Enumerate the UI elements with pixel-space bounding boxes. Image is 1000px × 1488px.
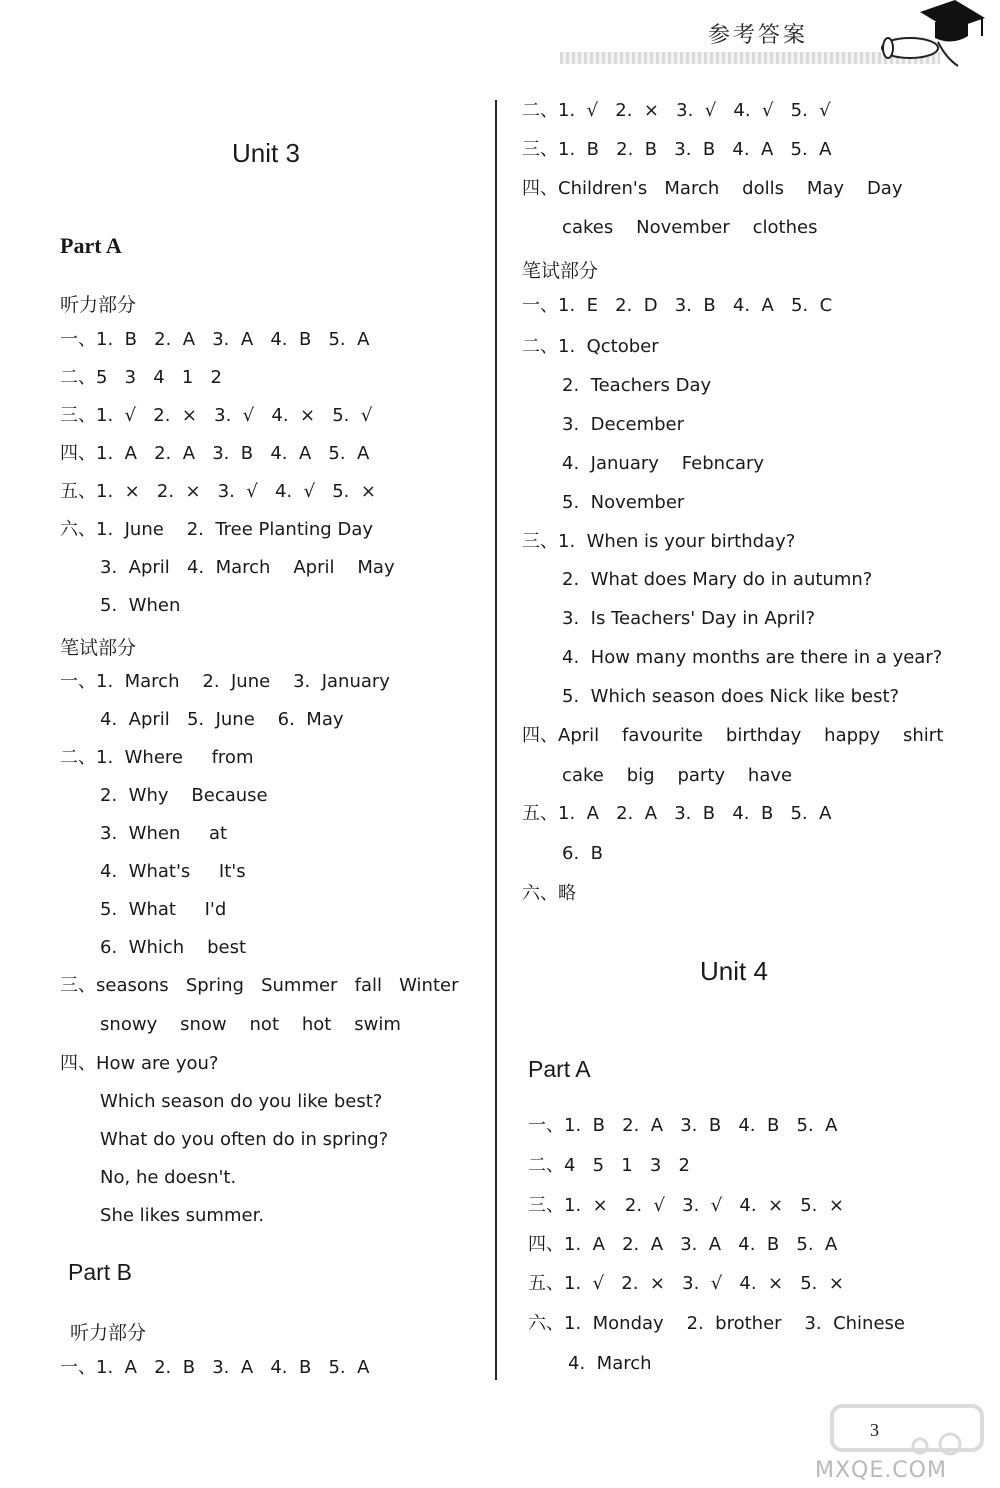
part-b-heading: Part B [68,1259,132,1285]
graduation-cap-scroll-icon [880,0,990,75]
answer-line: 3. April 4. March April May [60,557,395,578]
answer-line: 4. What's It's [60,861,246,882]
answer-line: 二、1. √ 2. × 3. √ 4. √ 5. √ [522,100,831,121]
answer-line: snowy snow not hot swim [60,1014,401,1035]
answer-line: 六、1. June 2. Tree Planting Day [60,519,373,540]
answer-line: 五、1. A 2. A 3. B 4. B 5. A [522,803,832,824]
answer-line: 4. How many months are there in a year? [522,647,943,668]
answer-line: cakes November clothes [522,217,818,238]
unit-3-title: Unit 3 [232,138,300,168]
answer-line: 四、Children's March dolls May Day [522,178,903,199]
answer-line: 一、1. A 2. B 3. A 4. B 5. A [60,1357,370,1378]
answer-line: 六、略 [522,883,576,904]
watermark-text: MXQE.COM [815,1458,947,1483]
answer-line: 一、1. B 2. A 3. B 4. B 5. A [528,1115,838,1136]
answer-line: 一、1. B 2. A 3. A 4. B 5. A [60,329,370,350]
answer-line: 2. Why Because [60,785,268,806]
answer-line: 二、1. Qctober [522,336,659,357]
answer-line: 一、1. March 2. June 3. January [60,671,390,692]
answer-line: 六、1. Monday 2. brother 3. Chinese [528,1313,905,1334]
answer-line: 5. When [60,595,181,616]
answer-line: 3. Is Teachers' Day in April? [522,608,816,629]
answer-line: 2. What does Mary do in autumn? [522,569,873,590]
answer-line: 3. When at [60,823,228,844]
answer-line: 5. November [522,492,685,513]
answer-line: 4. January Febncary [522,453,765,474]
listening-section-label: 听力部分 [70,1322,147,1344]
answer-line: 一、1. E 2. D 3. B 4. A 5. C [522,295,833,316]
column-divider [495,100,497,1380]
written-section-label: 笔试部分 [60,637,137,659]
answer-line: 3. December [522,414,685,435]
part-a-heading: Part A [528,1056,591,1082]
answer-line: 五、1. × 2. × 3. √ 4. √ 5. × [60,481,376,502]
unit-4-title: Unit 4 [700,956,768,986]
answer-line: 三、1. √ 2. × 3. √ 4. × 5. √ [60,405,373,426]
answer-line: cake big party have [522,765,793,786]
answer-line: 四、1. A 2. A 3. A 4. B 5. A [528,1234,838,1255]
answer-line: She likes summer. [60,1205,265,1226]
answer-line: What do you often do in spring? [60,1129,389,1150]
answer-line: 5. Which season does Nick like best? [522,686,900,707]
answer-line: Which season do you like best? [60,1091,383,1112]
part-a-heading: Part A [60,233,122,258]
answer-line: 二、5 3 4 1 2 [60,367,222,388]
answer-line: 4. March [528,1353,652,1374]
answer-line: 三、1. When is your birthday? [522,531,796,552]
answer-line: 三、seasons Spring Summer fall Winter [60,975,459,996]
listening-section-label: 听力部分 [60,294,137,316]
answer-line: 四、April favourite birthday happy shirt [522,725,944,746]
answer-line: 6. Which best [60,937,247,958]
answer-line: 三、1. × 2. √ 3. √ 4. × 5. × [528,1195,844,1216]
answer-line: 4. April 5. June 6. May [60,709,344,730]
watermark-logo-icon [830,1398,990,1458]
written-section-label: 笔试部分 [522,260,599,282]
page-number: 3 [870,1420,879,1440]
answer-line: 五、1. √ 2. × 3. √ 4. × 5. × [528,1273,844,1294]
answer-line: 5. What I'd [60,899,227,920]
answer-line: 四、How are you? [60,1053,219,1074]
answer-line: 四、1. A 2. A 3. B 4. A 5. A [60,443,370,464]
answer-line: 二、1. Where from [60,747,254,768]
header-title: 参考答案 [708,23,809,48]
answer-line: No, he doesn't. [60,1167,237,1188]
answer-line: 二、4 5 1 3 2 [528,1155,690,1176]
answer-line: 2. Teachers Day [522,375,712,396]
answer-line: 6. B [522,843,604,864]
answer-line: 三、1. B 2. B 3. B 4. A 5. A [522,139,832,160]
